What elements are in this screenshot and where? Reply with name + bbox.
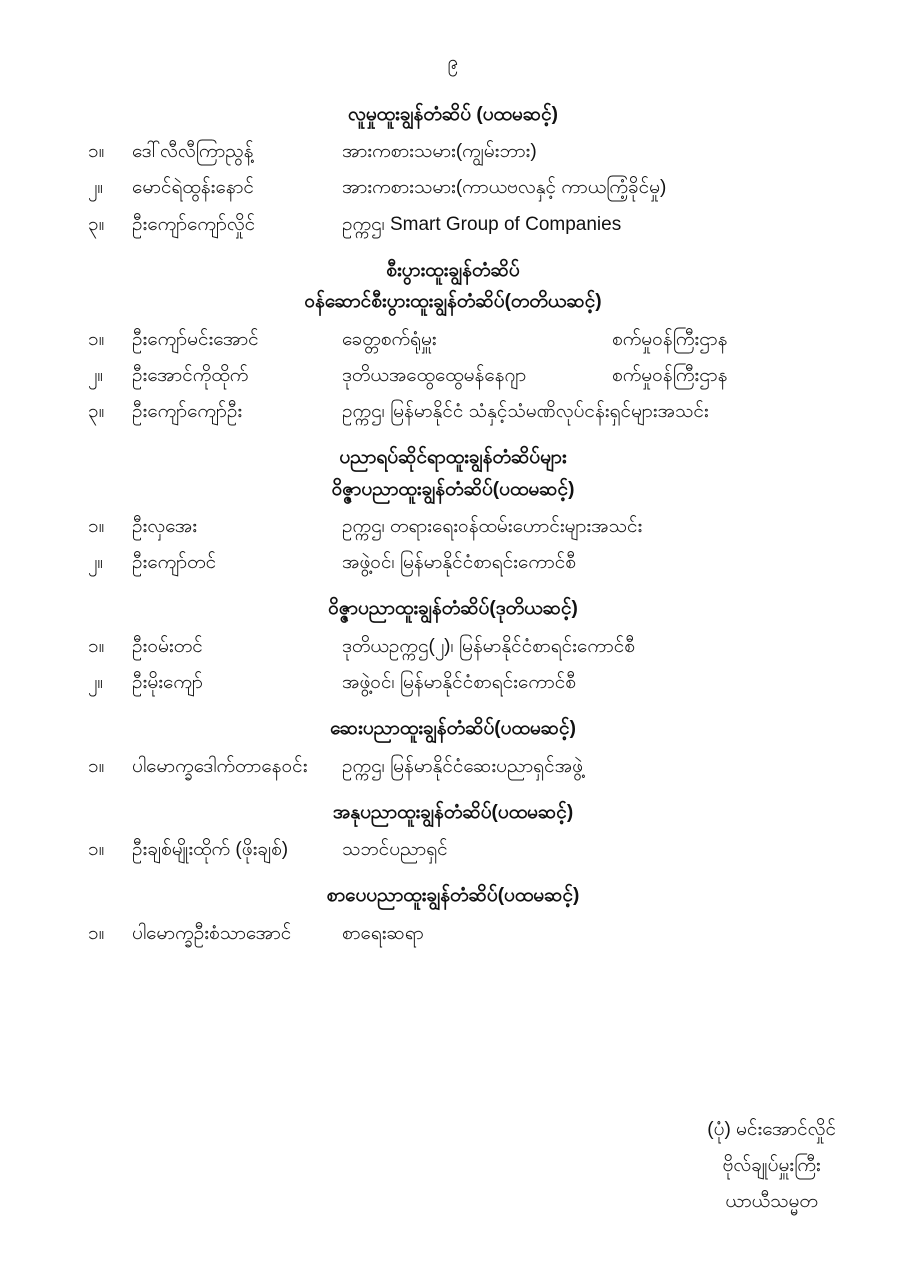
item-name: ဦးကျော်မင်းအောင် [132, 328, 259, 350]
item-role: ဒုတိယဥက္ကဌ(၂)၊ မြန်မာနိုင်ငံစာရင်းကောင်စီ [342, 635, 635, 657]
item-role: စာရေးဆရာ [342, 922, 424, 944]
item-name: ဦးကျော်ကျော်ဦး [132, 400, 243, 422]
item-number: ၃။ [88, 213, 105, 235]
section-heading: လူမှုထူးချွန်တံဆိပ် (ပထမဆင့်) [348, 103, 558, 125]
section-subheading: ဝိဇ္ဇာပညာထူးချွန်တံဆိပ်(ပထမဆင့်) [331, 478, 575, 500]
section-heading-group [70, 257, 836, 316]
item-number: ၁။ [88, 922, 105, 944]
item-number: ၁။ [88, 839, 105, 861]
section-heading-group [70, 715, 836, 743]
item-name: ပါမောက္ခဒေါက်တာနေဝင်း [132, 755, 308, 777]
item-role: ဥက္ကဌ၊ မြန်မာနိုင်ငံ သံနှင့်သံမဏိလုပ်ငန်းရှင်များအသင်း [342, 400, 709, 422]
section-heading-group [70, 595, 836, 623]
item-number: ၂။ [88, 177, 104, 199]
award-list [70, 629, 836, 701]
item-role: ဥက္ကဌ၊ တရားရေးဝန်ထမ်းဟောင်းများအသင်း [342, 516, 643, 538]
item-number: ၁။ [88, 516, 105, 538]
item-number: ၁။ [88, 328, 105, 350]
section-heading-group [70, 882, 836, 910]
signature-rank: ဗိုလ်ချုပ်မှူးကြီး [722, 1154, 821, 1176]
item-name: ဦးဝမ်းတင် [132, 635, 203, 657]
section-heading-group [70, 444, 836, 503]
item-name: မောင်ရဲထွန်းနောင် [132, 177, 254, 199]
signature-name: (ပုံ) မင်းအောင်လှိုင် [707, 1118, 836, 1140]
item-role: ခေတ္တစက်ရုံမှူး [342, 328, 437, 350]
item-number: ၂။ [88, 671, 104, 693]
item-role: အားကစားသမား(ကာယဗလနှင့် ကာယကြံ့ခိုင်မှု) [342, 177, 667, 199]
list-item [70, 545, 836, 581]
section-heading: ပညာရပ်ဆိုင်ရာထူးချွန်တံဆိပ်များ [339, 447, 567, 468]
list-item [70, 170, 836, 206]
item-role: အဖွဲ့ဝင်၊ မြန်မာနိုင်ငံစာရင်းကောင်စီ [342, 671, 576, 693]
item-number: ၁။ [88, 635, 105, 657]
item-name: ပါမောက္ခဦးစံသာအောင် [132, 922, 292, 944]
section-heading-group [70, 101, 836, 129]
item-name: ဦးမိုးကျော် [132, 671, 203, 693]
list-item [70, 749, 836, 785]
page-number: ၉ [447, 52, 459, 73]
section-heading: အနုပညာထူးချွန်တံဆိပ်(ပထမဆင့်) [332, 801, 574, 823]
list-item [70, 358, 836, 394]
list-item [70, 665, 836, 701]
list-item [70, 629, 836, 665]
item-department: စက်မှုဝန်ကြီးဌာန [612, 328, 728, 350]
item-number: ၃။ [88, 400, 105, 422]
item-number: ၂။ [88, 364, 104, 386]
award-list [70, 134, 836, 242]
item-number: ၁။ [88, 141, 105, 163]
item-role: ဒုတိယအထွေထွေမန်နေဂျာ [342, 364, 527, 386]
item-role: အဖွဲ့ဝင်၊ မြန်မာနိုင်ငံစာရင်းကောင်စီ [342, 552, 576, 574]
item-role: ဥက္ကဌ၊ Smart Group of Companies [342, 213, 622, 235]
list-item [70, 916, 836, 952]
award-list [70, 916, 836, 952]
list-item [70, 134, 836, 170]
item-name: ဦးကျော်တင် [132, 552, 217, 574]
section-heading-group [70, 799, 836, 827]
section-heading: စီးပွားထူးချွန်တံဆိပ် [386, 259, 520, 281]
list-item [70, 322, 836, 358]
list-item [70, 207, 836, 243]
section-heading: ဆေးပညာထူးချွန်တံဆိပ်(ပထမဆင့်) [330, 718, 576, 740]
item-department: စက်မှုဝန်ကြီးဌာန [612, 364, 728, 386]
item-role: သဘင်ပညာရှင် [342, 839, 448, 861]
signature-title: ယာယီသမ္မတ [725, 1190, 818, 1212]
list-item [70, 509, 836, 545]
section-heading: စာပေပညာထူးချွန်တံဆိပ်(ပထမဆင့်) [326, 885, 580, 907]
item-role: အားကစားသမား(ကျွမ်းဘား) [342, 141, 537, 163]
award-list [70, 509, 836, 581]
section-subheading: ဝန်ဆောင်စီးပွားထူးချွန်တံဆိပ်(တတိယဆင့်) [304, 291, 602, 313]
item-name: ဦးကျော်ကျော်လှိုင် [132, 213, 256, 235]
award-list [70, 832, 836, 868]
award-list [70, 322, 836, 430]
award-list [70, 749, 836, 785]
item-name: ဦးချစ်မျိုးထိုက် (ဖိုးချစ်) [132, 839, 289, 861]
item-name: ဦးလှအေး [132, 516, 198, 538]
item-name: ဦးအောင်ကိုထိုက် [132, 364, 249, 386]
list-item [70, 394, 836, 430]
item-name: ဒေါ်လီလီကြာညွန့် [132, 141, 254, 163]
item-number: ၁။ [88, 755, 105, 777]
signature-block [707, 1112, 836, 1220]
item-number: ၂။ [88, 552, 104, 574]
section-heading: ဝိဇ္ဇာပညာထူးချွန်တံဆိပ်(ဒုတိယဆင့်) [328, 598, 578, 620]
item-role: ဥက္ကဌ၊ မြန်မာနိုင်ငံဆေးပညာရှင်အဖွဲ့ [342, 755, 583, 777]
list-item [70, 832, 836, 868]
